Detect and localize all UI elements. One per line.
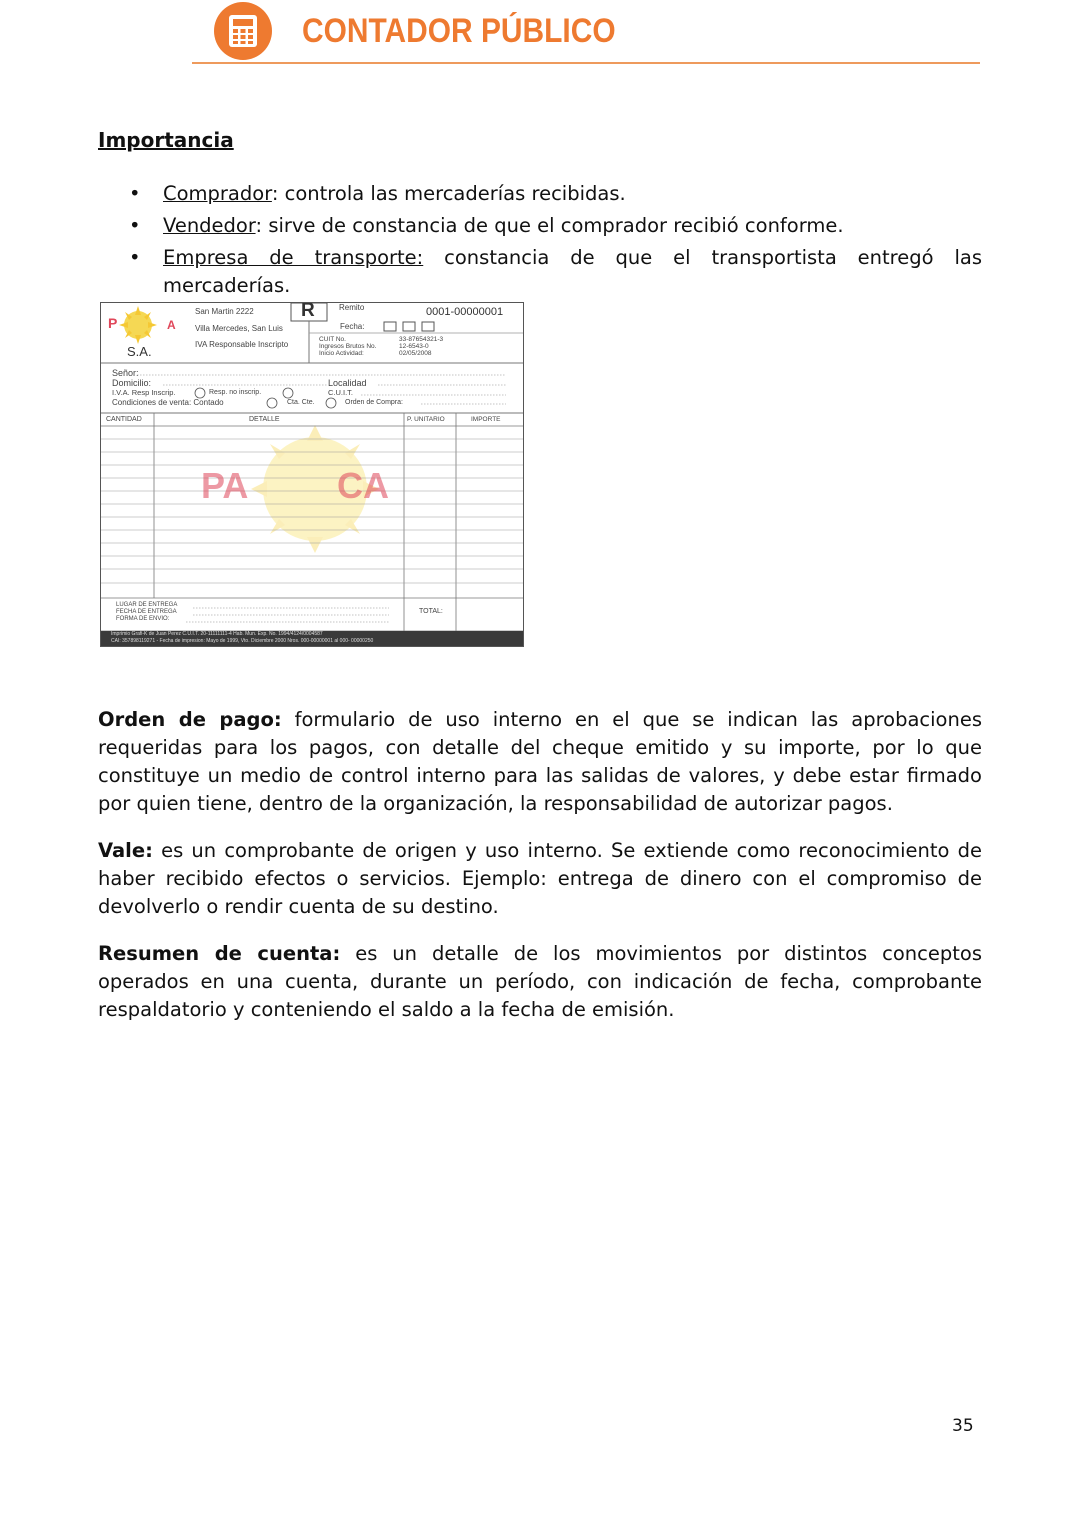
section-title: Importancia <box>98 128 234 152</box>
definitions <box>98 706 982 1043</box>
paragraph-vale: Vale: es un comprobante de origen y uso interno. Se extiende como reconocimiento de haber recibido efectos o servicios. Ejemplo: entrega de dinero con el compromiso de devolverlo o rendir cuenta de su destino. <box>98 839 982 918</box>
sun-logo <box>119 306 157 344</box>
list-item: • Comprador: controla las mercaderías recibidas. <box>163 180 982 208</box>
page-number: 35 <box>952 1416 974 1436</box>
header-divider <box>192 62 980 64</box>
importance-list <box>98 180 982 300</box>
watermark: PA CA <box>201 465 390 506</box>
page-header <box>214 0 658 62</box>
main-content <box>98 126 982 304</box>
list-item: • Empresa de transporte: constancia de que el transportista entregó las mercaderías. <box>163 244 982 300</box>
letter-r: R <box>301 302 315 321</box>
list-item: • Vendedor: sirve de constancia de que el comprador recibió conforme. <box>163 212 982 240</box>
paragraph-orden-pago: Orden de pago: formulario de uso interno en el que se indican las aprobaciones requeridas para los pagos, con detalle del cheque emitido y su importe, por lo que constituye un medio de control interno para las salidas de valores, y debe estar firmado por quien tiene, dentro de la organización, la responsabilidad de autorizar pagos. <box>98 708 983 815</box>
brand-title: CONTADOR PÚBLICO <box>302 11 616 50</box>
paragraph-resumen-cuenta: Resumen de cuenta: es un detalle de los movimientos por distintos conceptos operados en una cuenta, durante un período, con indicación de fecha, comprobante respaldatorio y conteniendo el saldo a la fecha de emisión. <box>98 942 983 1021</box>
remito-form-image: P A S.A. San Martin 2222 Villa Mercedes, San Luis IVA Responsable Inscripto R Remito 0001-00000001 Fecha: CUIT No. Ingresos Brutos No. Inicio Actividad: 33-87654321-3 12-6543-0 02/05/2008 Señor: Domicilio: Localidad I.V.A. Resp Inscrip. Resp. no inscrip. C.U.I.T. Condiciones de venta: Contado Cta. Cte. Orden de Compra: CANTIDAD DETALLE P. UNITARIO IMPORTE PA CA LUGAR DE ENTREGA FECHA DE ENTREGA FORMA DE ENVIO: TOTAL: Imprimio Grafi-K de Juan Perez C.U.I.T. 20-11111111-4 Hab. Mun. Exp. No. 1994/4124/0004587 CAI: 357898119271 - Fecha de impresion: Mayo de 1999, Vto. Diciembre 2000 Nros. 000-00000001 al 000- 00000250 <box>100 302 524 647</box>
calculator-icon <box>214 2 272 60</box>
